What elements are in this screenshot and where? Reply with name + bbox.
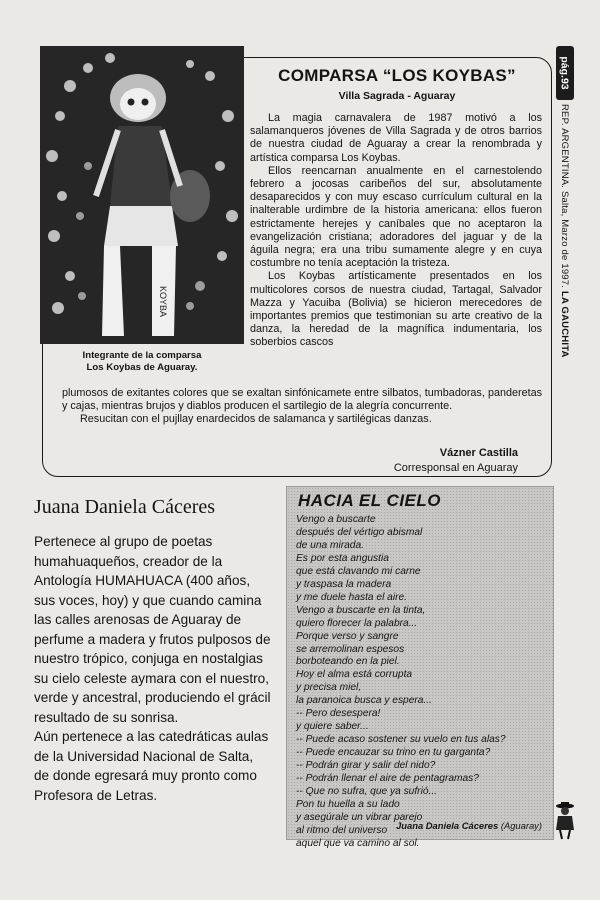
poem-signature [396, 820, 542, 831]
poem-line: -- Podrán llenar el aire de pentagramas? [296, 773, 479, 785]
poem-lines [296, 514, 548, 851]
article-body-continuation [62, 387, 542, 427]
bio-name: Juana Daniela Cáceres [34, 496, 216, 518]
poem-line: Hoy el alma está corrupta [296, 669, 413, 681]
poem-line: y me duele hasta el aire. [296, 591, 407, 603]
poem-line: -- Podrán girar y salir del nido? [296, 760, 436, 772]
comparsa-photo [40, 46, 244, 344]
poem-line: -- Pero desespera! [296, 708, 381, 720]
bio-text [34, 532, 272, 805]
poem-line: -- Puede encauzar su trino en tu garganta? [296, 747, 491, 759]
poem-line: al ritmo del universo [296, 824, 388, 836]
svg-text:KOYBA: KOYBA [158, 286, 168, 318]
poem-line: y precisa miel, [296, 682, 362, 694]
poem-line: -- Que no sufra, que ya sufrió... [296, 786, 437, 798]
poem-signature-name: Juana Daniela Cáceres [396, 820, 499, 831]
poem-line: Vengo a buscarte en la tinta, [296, 604, 426, 616]
bio-paragraph: Aún pertenece a las catedráticas aulas de la Universidad Nacional de Salta, de donde egresará muy pronto como Profesora de Letras. [34, 729, 269, 803]
page-number-tab [556, 46, 574, 100]
poem-line: y asegúrale un vibrar parejo [296, 811, 423, 823]
poem-line: aquel que va camino al sol. [296, 837, 420, 849]
poem-line: quiero florecer la palabra... [296, 617, 418, 629]
poem-line: y traspasa la madera [296, 578, 392, 590]
poem-line: se arremolinan espesos [296, 643, 405, 655]
poem-title: HACIA EL CIELO [298, 491, 442, 510]
author-name: Vázner Castilla [439, 447, 518, 459]
author-role: Corresponsal en Aguaray [393, 462, 518, 474]
article-paragraph: Los Koybas artísticamente presentados en los multicolores corsos de nuestra ciudad, Tartagal, Salvador Mazza y Yacuiba (Bolivia) se hicieron merecedores de importantes premios que testimonian su arte creativo de la danza, la heredad de la magnífica indumentaria, los soberbios cascos [250, 270, 542, 349]
page-number: pág.93 [559, 56, 572, 90]
article-paragraph: Resucitan con el pujllay enardecidos de salamanca y sartilégicas danzas. [80, 413, 432, 426]
article-subtitle: Villa Sagrada - Aguaray [338, 90, 456, 102]
photo-caption-line: Los Koybas de Aguaray. [86, 362, 198, 373]
poem-line: después del vértigo abismal [296, 526, 423, 538]
poem-line: Vengo a buscarte [296, 514, 376, 525]
article-body [250, 112, 542, 350]
poem-line: Porque verso y sangre [296, 630, 399, 642]
bio-paragraph: Pertenece al grupo de poetas humahuaqueños, creador de la Antología HUMAHUACA (400 años, sus voces, hoy) y que cuando camina las calles arenosas de Aguaray de perfume a madera y frutos pulposos de nuestro trópico, conjuga en nostalgias su cielo celeste aymara con el nuestro, verde y ancestral, produciendo el grácil resultado de su sonrisa. [34, 534, 271, 725]
gaucho-mascot-icon [552, 800, 578, 840]
poem-line: la paranoica busca y espera... [296, 695, 432, 707]
photo-caption [40, 350, 244, 374]
poem-signature-place: (Aguaray) [500, 820, 542, 831]
poem-line: de una mirada. [296, 539, 364, 551]
article-paragraph: Ellos reencarnan anualmente en el carnestolendo febrero a jocosas caribeños del sur, absolutamente desaparecidos y con muy escaso currículum cultural en la inalterable urdimbre de la historia americana: ellos fueron estrictamente herejes y caníbales que no aceptaron la evangelización cristiana; adoradores del jaguar y de la águila negra; era una tribu sumamente alegre y en cuya costumbre no tenía aceptación la tristeza. [250, 164, 542, 270]
poem-line: -- Puede acaso sostener su vuelo en tus alas? [296, 734, 506, 746]
publication-line [559, 104, 570, 358]
photo-caption-line: Integrante de la comparsa [82, 350, 202, 361]
article-paragraph-continuation: plumosos de exitantes colores que se exaltan sinfónicamete entre silbatos, tumbadoras, panderetas y cajas, mientras brujos y diablos producen el sartilegio de la alegría concurrente. [62, 387, 542, 413]
article-title: COMPARSA “LOS KOYBAS” [278, 66, 516, 85]
publication-name: LA GAUCHITA [559, 290, 570, 358]
dancer-figure-image [40, 46, 244, 344]
publication-place-date: REP. ARGENTINA. Salta, Marzo de 1997. [559, 104, 570, 289]
poem-line: borboteando en la piel. [296, 656, 400, 668]
poem-line: Pon tu huella a su lado [296, 798, 400, 810]
poem-line: que está clavando mi carne [296, 565, 421, 577]
poem-line: y quiere saber... [296, 721, 369, 733]
poem-line: Es por esta angustia [296, 552, 389, 564]
article-paragraph: La magia carnavalera de 1987 motivó a los salamanqueros jóvenes de Villa Sagrada y de otros barrios de nuestra ciudad de Aguaray a crear la renombrada y artística comparsa Los Koybas. [250, 112, 542, 164]
